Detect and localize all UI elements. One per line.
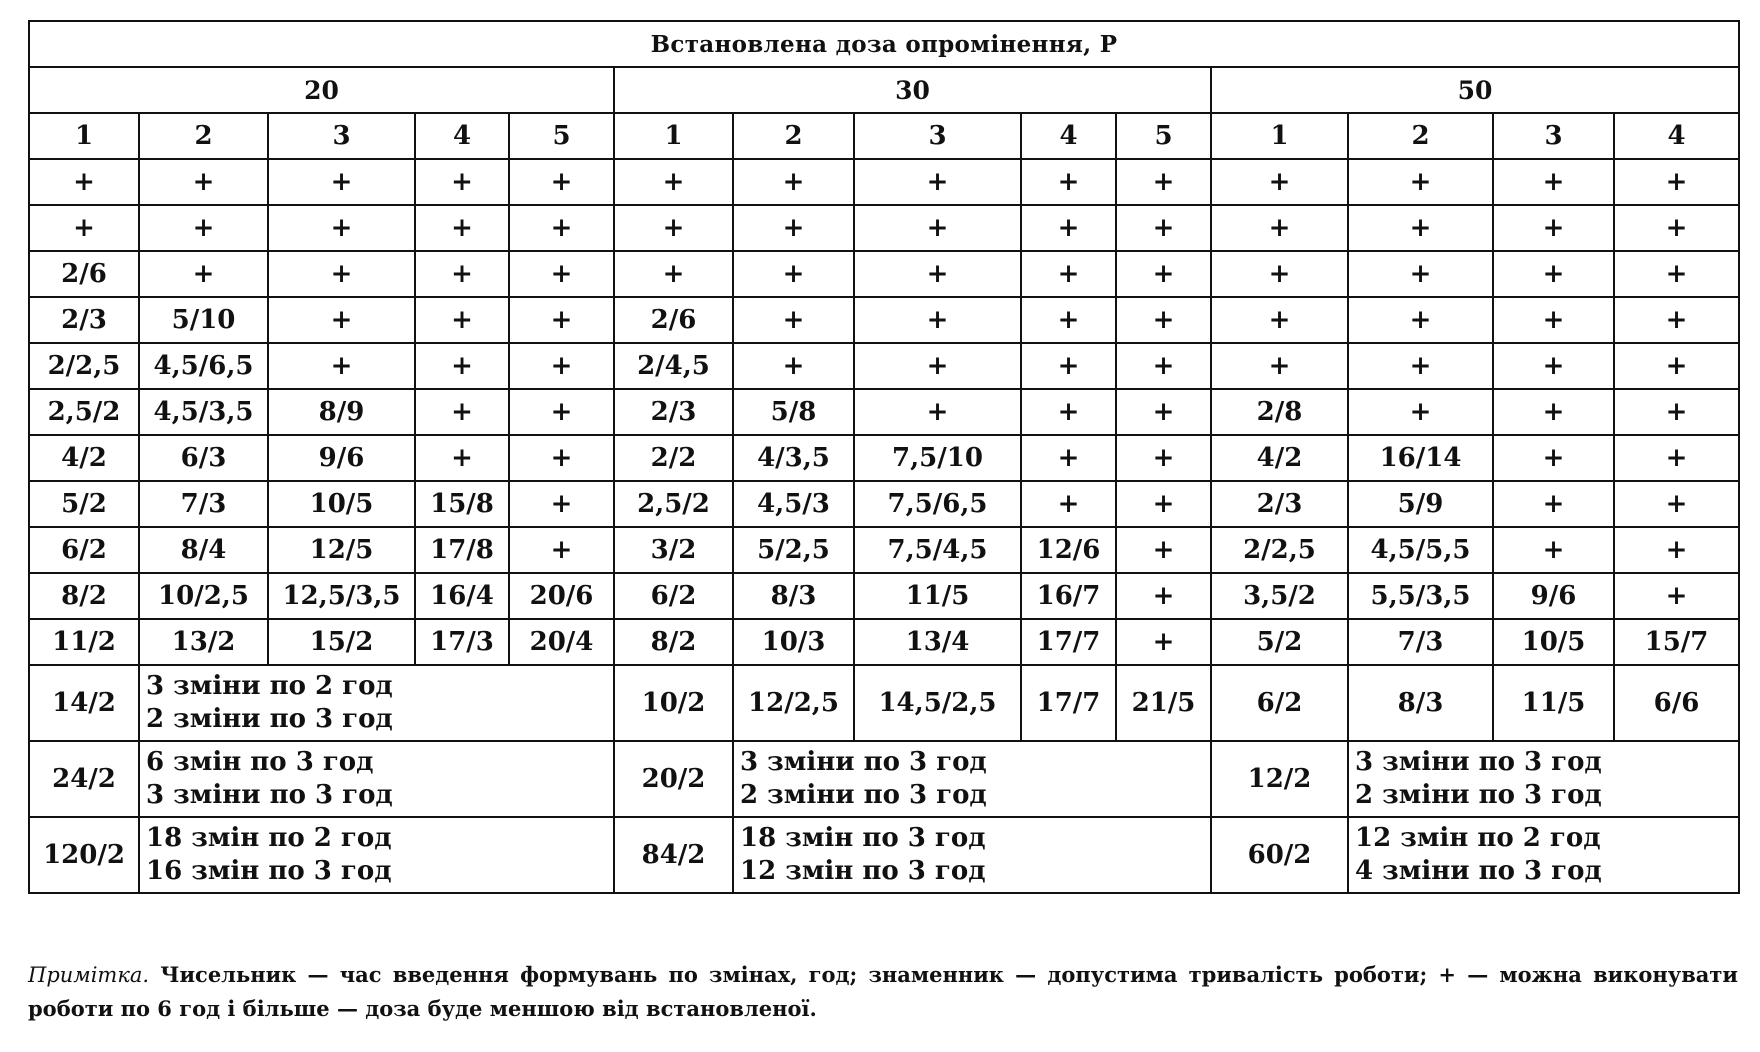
table-cell: + [139,159,268,205]
table-cell: 7/3 [1348,619,1493,665]
table-cell: 2/6 [614,297,733,343]
table-cell: 8/2 [29,573,139,619]
table-cell: 16/4 [415,573,509,619]
table-cell: 4,5/6,5 [139,343,268,389]
table-cell: + [1211,205,1348,251]
table-row [29,159,1739,205]
table-cell: 7,5/4,5 [854,527,1021,573]
table-cell: + [1493,159,1614,205]
table-cell: 5/2 [29,481,139,527]
table-note [28,958,1738,1025]
table-cell: 5/2 [1211,619,1348,665]
table-cell: + [268,205,415,251]
table-cell: 12/2,5 [733,665,854,741]
table-cell: 2/2 [614,435,733,481]
table-cell: + [509,343,614,389]
table-cell: 12,5/3,5 [268,573,415,619]
table-cell: 17/8 [415,527,509,573]
table-cell: 11/5 [854,573,1021,619]
table-cell: + [1614,205,1739,251]
table-cell: + [1211,297,1348,343]
table-cell: 20/6 [509,573,614,619]
table-cell: 8/4 [139,527,268,573]
table-cell: + [268,343,415,389]
table-cell: + [1348,159,1493,205]
table-cell: + [1614,159,1739,205]
table-cell: + [1021,481,1116,527]
table-cell: + [1493,297,1614,343]
table-cell: 15/8 [415,481,509,527]
table-cell: 5/2,5 [733,527,854,573]
table-cell: + [1116,343,1211,389]
table-cell: 2/6 [29,251,139,297]
table-cell: 120/2 [29,817,139,893]
table-cell: 20/2 [614,741,733,817]
table-cell: + [1493,481,1614,527]
table-cell: 17/3 [415,619,509,665]
table-cell: 10/3 [733,619,854,665]
table-cell: + [1116,159,1211,205]
shift-line: 18 змін по 3 год [740,823,986,853]
table-cell: + [415,205,509,251]
table-cell: 5/9 [1348,481,1493,527]
table-row [29,251,1739,297]
table-cell: + [1348,297,1493,343]
table-cell: + [1116,619,1211,665]
table-cell: 7/3 [139,481,268,527]
table-cell: + [1116,527,1211,573]
shift-line: 16 змін по 3 год [146,856,392,886]
shift-schedule-cell [1348,817,1739,893]
table-cell: 2/3 [29,297,139,343]
table-cell: 7,5/10 [854,435,1021,481]
table-cell: 12/5 [268,527,415,573]
table-cell: + [415,297,509,343]
table-cell: + [1021,251,1116,297]
table-cell: + [509,481,614,527]
table-cell: 20/4 [509,619,614,665]
table-cell: 8/2 [614,619,733,665]
shift-line: 3 зміни по 3 год [1355,747,1602,777]
table-cell: + [268,251,415,297]
table-cell: 10/2 [614,665,733,741]
column-header: 3 [1493,113,1614,159]
table-cell: + [509,251,614,297]
table-row [29,481,1739,527]
table-cell: + [1614,251,1739,297]
shift-line: 4 зміни по 3 год [1355,856,1602,886]
shift-schedule-cell [139,741,614,817]
table-cell: 4/3,5 [733,435,854,481]
table-cell: 6/6 [1614,665,1739,741]
table-cell: 2/2,5 [29,343,139,389]
table-cell: + [1021,435,1116,481]
table-cell: + [1614,343,1739,389]
table-cell: + [1348,343,1493,389]
table-cell: 4/2 [29,435,139,481]
table-cell: 4,5/3 [733,481,854,527]
column-header: 3 [268,113,415,159]
table-cell: + [614,159,733,205]
column-header: 1 [1211,113,1348,159]
table-row [29,665,1739,741]
table-cell: + [139,205,268,251]
table-cell: + [1116,389,1211,435]
table-cell: 2/2,5 [1211,527,1348,573]
table-cell: 14,5/2,5 [854,665,1021,741]
column-header: 2 [1348,113,1493,159]
column-header: 2 [733,113,854,159]
table-cell: + [854,297,1021,343]
column-header: 1 [29,113,139,159]
table-cell: + [1493,205,1614,251]
table-cell: + [1614,297,1739,343]
table-cell: + [1021,389,1116,435]
table-cell: 11/5 [1493,665,1614,741]
table-cell: + [1493,527,1614,573]
table-cell: 6/2 [29,527,139,573]
table-cell: + [1021,343,1116,389]
shift-schedule-cell [733,817,1211,893]
column-header: 2 [139,113,268,159]
table-cell: + [1211,159,1348,205]
table-cell: + [415,343,509,389]
table-cell: + [1116,481,1211,527]
table-cell: 12/2 [1211,741,1348,817]
table-row [29,297,1739,343]
shift-schedule-cell [139,665,614,741]
table-row [29,527,1739,573]
table-cell: + [1116,297,1211,343]
dose-table-container [28,20,1738,894]
table-cell: 6/2 [1211,665,1348,741]
table-cell: 10/5 [1493,619,1614,665]
table-cell: + [1348,251,1493,297]
shift-line: 6 змін по 3 год [146,747,374,777]
column-header: 4 [1614,113,1739,159]
table-cell: 21/5 [1116,665,1211,741]
table-cell: 8/3 [733,573,854,619]
table-cell: + [1116,205,1211,251]
table-cell: + [1614,389,1739,435]
table-cell: + [1614,573,1739,619]
table-cell: 2/8 [1211,389,1348,435]
table-cell: + [415,159,509,205]
shift-schedule-cell [733,741,1211,817]
table-title: Встановлена доза опромінення, Р [29,21,1739,67]
table-cell: + [1614,481,1739,527]
table-cell: 8/9 [268,389,415,435]
table-cell: 5/8 [733,389,854,435]
shift-line: 2 зміни по 3 год [146,704,393,734]
table-cell: + [614,251,733,297]
shift-line: 3 зміни по 3 год [740,747,987,777]
table-row [29,389,1739,435]
table-cell: 4/2 [1211,435,1348,481]
table-cell: + [509,435,614,481]
table-row [29,343,1739,389]
table-cell: + [139,251,268,297]
table-cell: 17/7 [1021,665,1116,741]
table-cell: 16/14 [1348,435,1493,481]
table-cell: + [1021,205,1116,251]
column-header: 4 [1021,113,1116,159]
group-header-50: 50 [1211,67,1739,113]
table-row [29,619,1739,665]
table-cell: + [1116,573,1211,619]
column-header: 1 [614,113,733,159]
table-cell: 5,5/3,5 [1348,573,1493,619]
table-cell: 4,5/5,5 [1348,527,1493,573]
table-row [29,741,1739,817]
table-cell: 15/7 [1614,619,1739,665]
table-cell: + [854,159,1021,205]
table-cell: + [268,159,415,205]
table-cell: + [733,159,854,205]
column-header: 5 [509,113,614,159]
table-cell: + [268,297,415,343]
table-cell: + [509,297,614,343]
table-cell: 6/2 [614,573,733,619]
table-cell: + [854,343,1021,389]
table-cell: 24/2 [29,741,139,817]
table-cell: + [1493,435,1614,481]
group-header-30: 30 [614,67,1211,113]
table-cell: + [1614,435,1739,481]
table-cell: 2/3 [614,389,733,435]
shift-line: 3 зміни по 3 год [146,780,393,810]
table-cell: + [614,205,733,251]
table-cell: 3/2 [614,527,733,573]
table-cell: 2,5/2 [614,481,733,527]
table-cell: 7,5/6,5 [854,481,1021,527]
table-cell: 10/5 [268,481,415,527]
dose-table [28,20,1740,894]
table-cell: + [1116,435,1211,481]
column-header: 3 [854,113,1021,159]
table-cell: 84/2 [614,817,733,893]
shift-line: 18 змін по 2 год [146,823,392,853]
table-cell: 12/6 [1021,527,1116,573]
table-cell: 5/10 [139,297,268,343]
column-header: 4 [415,113,509,159]
table-cell: 2/4,5 [614,343,733,389]
shift-line: 2 зміни по 3 год [740,780,987,810]
note-label: Примітка. [28,963,150,987]
table-cell: 2/3 [1211,481,1348,527]
table-cell: + [415,251,509,297]
table-cell: + [1614,527,1739,573]
table-cell: 14/2 [29,665,139,741]
shift-line: 12 змін по 3 год [740,856,986,886]
column-header: 5 [1116,113,1211,159]
shift-line: 3 зміни по 2 год [146,671,393,701]
table-row [29,573,1739,619]
table-cell: + [1493,389,1614,435]
table-cell: 16/7 [1021,573,1116,619]
table-cell: + [1493,343,1614,389]
table-cell: + [29,159,139,205]
table-cell: + [733,251,854,297]
table-cell: 9/6 [268,435,415,481]
table-cell: + [1348,205,1493,251]
group-header-20: 20 [29,67,614,113]
table-cell: + [854,205,1021,251]
table-cell: 13/4 [854,619,1021,665]
table-cell: + [733,343,854,389]
table-cell: + [415,435,509,481]
table-cell: 60/2 [1211,817,1348,893]
table-cell: 11/2 [29,619,139,665]
note-text: Чисельник — час введення формувань по змінах, год; знаменник — допустима тривалість роботи; + — можна виконувати роботи по 6 год і більше — доза буде меншою від встановленої. [28,962,1739,1021]
table-cell: + [1021,297,1116,343]
table-cell: 2,5/2 [29,389,139,435]
table-row [29,435,1739,481]
table-cell: 13/2 [139,619,268,665]
table-cell: 9/6 [1493,573,1614,619]
table-cell: + [1348,389,1493,435]
table-cell: + [1493,251,1614,297]
table-cell: + [1211,343,1348,389]
table-cell: + [854,389,1021,435]
table-cell: + [509,527,614,573]
table-cell: 10/2,5 [139,573,268,619]
table-cell: 15/2 [268,619,415,665]
shift-schedule-cell [139,817,614,893]
table-cell: + [854,251,1021,297]
table-cell: 3,5/2 [1211,573,1348,619]
shift-line: 12 змін по 2 год [1355,823,1601,853]
table-cell: + [509,159,614,205]
table-cell: + [1211,251,1348,297]
column-header-row [29,113,1739,159]
shift-schedule-cell [1348,741,1739,817]
table-cell: 8/3 [1348,665,1493,741]
table-cell: 4,5/3,5 [139,389,268,435]
table-cell: + [1021,159,1116,205]
table-cell: + [733,297,854,343]
table-row [29,205,1739,251]
table-cell: + [733,205,854,251]
table-cell: 6/3 [139,435,268,481]
table-row [29,817,1739,893]
table-cell: 17/7 [1021,619,1116,665]
table-cell: + [509,205,614,251]
shift-line: 2 зміни по 3 год [1355,780,1602,810]
table-cell: + [1116,251,1211,297]
table-cell: + [415,389,509,435]
table-cell: + [29,205,139,251]
table-cell: + [509,389,614,435]
